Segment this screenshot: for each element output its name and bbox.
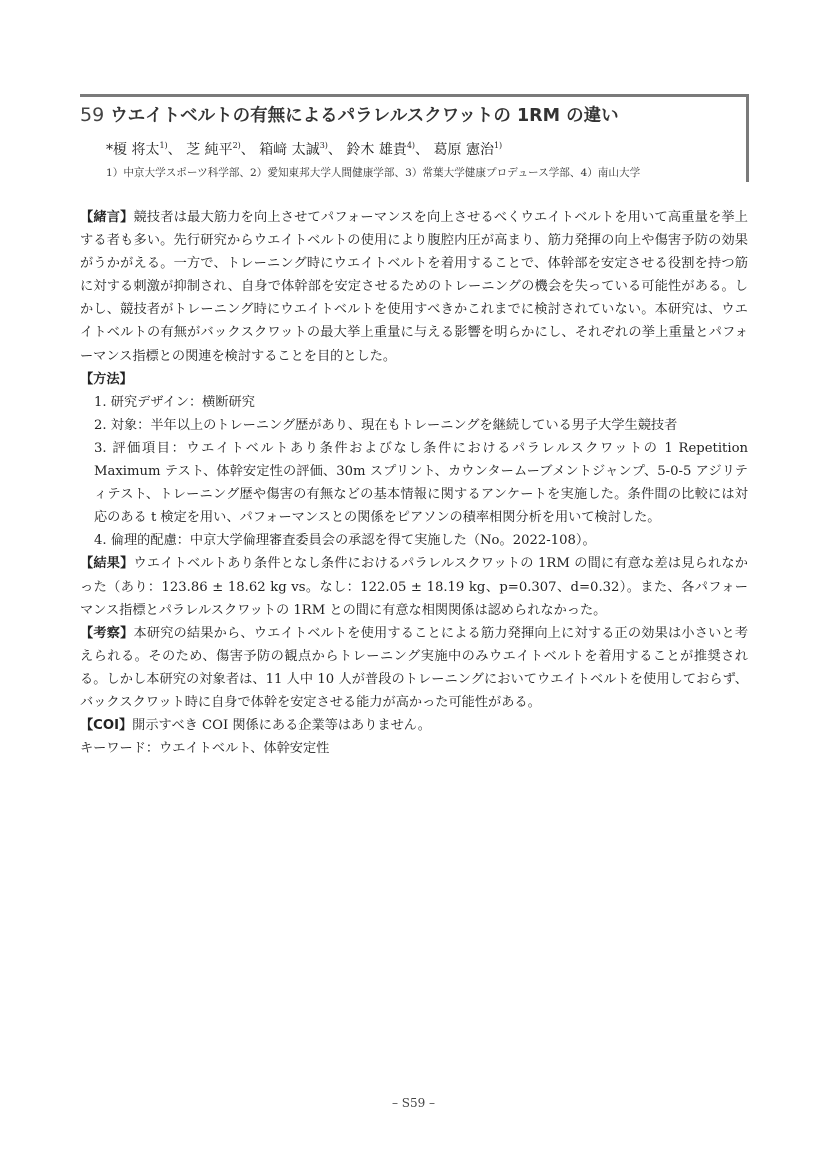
intro-label: 【緒言】 xyxy=(80,210,134,225)
coi-label: 【COI】 xyxy=(80,718,133,734)
intro-text: 競技者は最大筋力を向上させてパフォーマンスを向上させるべくウエイトベルトを用いて高重量を挙上する者も多い。先行研究からウエイトベルトの使用により腹腔内圧が高まり、筋力発揮の向上や傷害予防の効果がうかがえる。一方で、トレーニング時にウエイトベルトを着用することで、体幹部を安定させる役割を持つ筋に対する刺激が抑制され、自身で体幹部を安定させるためのトレーニングの機会を失っている可能性がある。しかし、競技者がトレーニング時にウエイトベルトを使用すべきかこれまでに検討されていない。本研究は、ウエイトベルトの有無がバックスクワットの最大挙上重量に与える影響を明らかにし、それぞれの挙上重量とパフォーマンス指標との関連を検討することを目的とした。 xyxy=(80,210,748,364)
abstract-number: 59 xyxy=(80,104,105,126)
results-paragraph xyxy=(80,552,748,621)
author-list xyxy=(106,139,502,159)
author-name: *榎 将太 xyxy=(106,142,160,158)
coi-text: 開示すべき COI 関係にある企業等はありません。 xyxy=(132,718,431,734)
author-separator: 、 xyxy=(167,142,182,158)
method-item: 1. 研究デザイン：横断研究 xyxy=(94,394,255,410)
discussion-text: 本研究の結果から、ウエイトベルトを使用することによる筋力発揮向上に対する正の効果は小さいと考えられる。そのため、傷害予防の観点からトレーニング実施中のみウエイトベルトを着用することが推奨される。しかし本研究の対象者は、11 人中 10 人が普段のトレーニングにおいてウエイトベルトを使用しておらず、バックスクワット時に自身で体幹を安定させる能力が高かった可能性がある。 xyxy=(80,625,749,710)
author-affil-mark: 1) xyxy=(493,141,503,150)
author-name: 箱﨑 太誠 xyxy=(259,142,320,158)
affiliations: 1）中京大学スポーツ科学部、2）愛知東邦大学人間健康学部、3）常葉大学健康プロデュース学部、4）南山大学 xyxy=(106,167,641,179)
abstract-body xyxy=(80,206,748,760)
method-item: 4. 倫理的配慮：中京大学倫理審査委員会の承認を得て実施した（No。2022-108）。 xyxy=(94,533,596,549)
page-number: – S59 – xyxy=(391,1096,436,1110)
author-affil-mark: 3) xyxy=(319,141,328,150)
author-affil-mark: 1) xyxy=(159,141,168,150)
intro-paragraph xyxy=(80,206,748,368)
author-affil-mark: 2) xyxy=(232,141,241,150)
methods-heading xyxy=(80,368,748,391)
coi-paragraph xyxy=(80,714,748,737)
discussion-paragraph xyxy=(80,622,748,714)
abstract-title-text: ウエイトベルトの有無によるパラレルスクワットの 1RM の違い xyxy=(110,106,619,126)
results-label: 【結果】 xyxy=(80,556,134,572)
author-separator: 、 xyxy=(415,142,430,158)
author-separator: 、 xyxy=(240,142,255,158)
author-name: 芝 純平 xyxy=(186,142,233,158)
author-name: 葛原 憲治 xyxy=(433,142,494,158)
abstract-title xyxy=(80,102,740,127)
author-separator: 、 xyxy=(327,142,342,158)
author-name: 鈴木 雄貴 xyxy=(346,142,407,158)
author-affil-mark: 4) xyxy=(406,141,416,150)
method-item: 2. 対象：半年以上のトレーニング歴があり、現在もトレーニングを継続している男子大学生競技者 xyxy=(94,417,678,433)
discussion-label: 【考察】 xyxy=(80,625,134,641)
method-item: 3. 評価項目：ウエイトベルトあり条件およびなし条件におけるパラレルスクワットの 1 Repetition Maximum テスト、体幹安定性の評価、30m スプリント、カウンタームーブメントジャンプ、5-0-5 アジリティテスト、トレーニング歴や傷害の有無などの基本情報に関するアンケートを実施した。条件間の比較には対応のある t 検定を用い、パフォーマンスとの関係をピアソンの積率相関分析を用いて検討した。 xyxy=(94,440,748,526)
methods-label: 【方法】 xyxy=(80,371,133,387)
results-text: ウエイトベルトあり条件となし条件におけるパラレルスクワットの 1RM の間に有意な差は見られなかった（あり：123.86 ± 18.62 kg vs。なし：122.05 ± 18.19 kg、p=0.307、d=0.32）。また、各パフォーマンス指標とパラレルスクワットの 1RM との間に有意な相関関係は認められなかった。 xyxy=(80,556,748,618)
keywords: キーワード：ウエイトベルト、体幹安定性 xyxy=(80,741,330,757)
